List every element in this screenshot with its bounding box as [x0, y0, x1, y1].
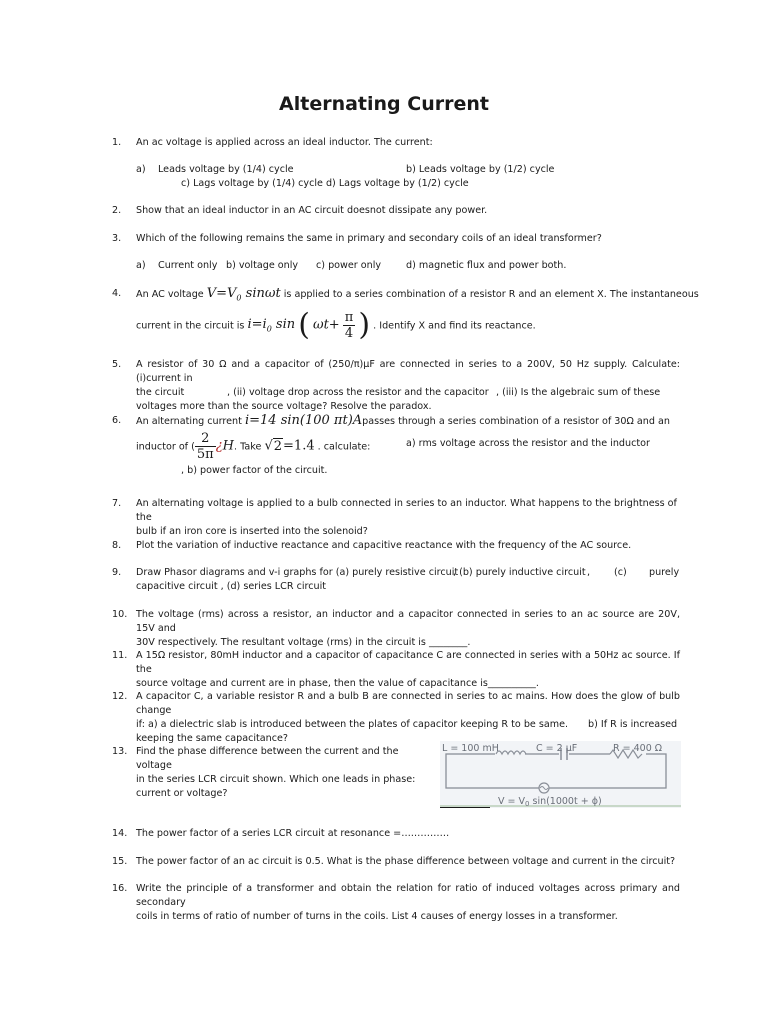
question-text: (c): [614, 567, 627, 578]
fraction-denominator: 5π: [196, 447, 214, 462]
equation-current: [245, 413, 362, 428]
label-source-sub: 0: [525, 800, 530, 808]
option-b: b) voltage only: [226, 260, 299, 271]
question-13: [112, 745, 432, 801]
question-number: 4.: [112, 288, 122, 299]
question-number: 7.: [112, 498, 122, 509]
eq-part: i=i: [247, 317, 267, 333]
question-text: coils in terms of ratio of number of turns in the coils. List 4 causes of energy losses in a transformer.: [136, 911, 618, 922]
question-line: [136, 414, 680, 429]
label-capacitor: C = 2 μF: [536, 743, 578, 754]
page-title: Alternating Current: [279, 93, 489, 115]
paren-left: (: [298, 307, 310, 343]
question-number: 13.: [112, 746, 128, 757]
options-row: [136, 177, 680, 191]
question-text: inductor of (: [136, 441, 195, 453]
question-number: 16.: [112, 883, 128, 894]
question-line: [136, 286, 699, 306]
question-1: [112, 136, 680, 191]
question-text: voltages more than the source voltage? Resolve the paradox.: [136, 401, 432, 412]
question-11: [112, 649, 680, 691]
question-4: [112, 286, 699, 343]
label-source-v: V = V: [498, 796, 525, 807]
question-number: 9.: [112, 567, 122, 578]
question-number: 12.: [112, 691, 128, 702]
question-16: [112, 882, 680, 924]
question-2: [112, 204, 680, 218]
question-number: 5.: [112, 359, 122, 370]
question-text: is applied to a series combination of a resistor R and an element X. The instantaneous: [283, 289, 699, 300]
question-text: A resistor of 30 Ω and a capacitor of (250/π)μF are connected in series to a 200V, 50 Hz supply. Calculate: (i)current in: [136, 359, 680, 384]
eq-subscript: 0: [236, 293, 242, 303]
question-text: The voltage (rms) across a resistor, an inductor and a capacitor connected in series to an ac source are 20V, 15V and: [136, 609, 680, 634]
question-number: 2.: [112, 205, 122, 216]
eq-unit: H: [222, 438, 235, 454]
option-label: a): [136, 260, 146, 271]
glitch-glyph: ¿: [215, 438, 223, 454]
question-number: 14.: [112, 828, 128, 839]
option-a: Current only: [158, 260, 218, 271]
question-number: 3.: [112, 233, 122, 244]
question-text: A capacitor C, a variable resistor R and a bulb B are connected in series to ac mains. How does the glow of bulb change: [136, 691, 680, 716]
question-number: 10.: [112, 609, 128, 620]
lcr-circuit-image: [440, 741, 681, 808]
fraction-denominator: 4: [344, 325, 354, 341]
question-15: [112, 855, 680, 869]
fraction-numerator: π: [344, 309, 354, 325]
question-6: [112, 414, 680, 478]
question-text: b) If R is increased: [588, 719, 678, 730]
question-text: current or voltage?: [136, 788, 228, 799]
question-text: An ac voltage is applied across an ideal inductor. The current:: [136, 137, 433, 148]
question-text: , (ii) voltage drop across the resistor and the capacitor: [227, 387, 489, 398]
question-3: [112, 232, 680, 273]
question-text: The power factor of an ac circuit is 0.5. What is the phase difference between voltage and current in the circuit?: [136, 856, 676, 867]
eq-part: i=14 sin: [244, 413, 300, 428]
question-text: 30V respectively. The resultant voltage (rms) in the circuit is ________.: [136, 637, 471, 648]
question-text: keeping the same capacitance?: [136, 733, 289, 744]
question-text: An alternating voltage is applied to a bulb connected in series to an inductor. What happens to the brightness of the: [136, 498, 677, 523]
question-text: , (iii) Is the algebraic sum of these: [496, 387, 661, 398]
question-9: [112, 566, 680, 594]
question-text: Write the principle of a transformer and obtain the relation for ratio of induced voltages across primary and secondary: [136, 883, 680, 908]
question-text: in the series LCR circuit shown. Which one leads in phase:: [136, 774, 416, 785]
question-text: source voltage and current are in phase, then the value of capacitance is__________.: [136, 678, 539, 689]
equation-current: [247, 317, 295, 332]
question-text: , b) power factor of the circuit.: [181, 465, 328, 476]
question-line: [136, 431, 680, 462]
question-text: . Identify X and find its reactance.: [373, 320, 536, 332]
question-text: An alternating current: [136, 416, 242, 427]
option-c: c) power only: [316, 260, 382, 271]
question-7: [112, 497, 680, 539]
equation-sqrt: √2=1.4: [264, 438, 315, 454]
eq-part: (100 πt): [299, 413, 353, 428]
question-text: , (b) purely inductive circuit: [453, 567, 586, 578]
option-cd: c) Lags voltage by (1/4) cycle d) Lags voltage by (1/2) cycle: [181, 178, 469, 189]
question-line: [136, 386, 680, 400]
question-8: [112, 539, 680, 553]
question-text: . calculate:: [317, 441, 371, 453]
question-text: Which of the following remains the same in primary and secondary coils of an ideal transformer?: [136, 233, 602, 244]
label-resistor: R = 400 Ω: [613, 743, 663, 754]
question-text: The power factor of a series LCR circuit at resonance =……………: [136, 828, 450, 839]
question-text: Draw Phasor diagrams and v-i graphs for (a) purely resistive circuit: [136, 567, 459, 578]
question-12: [112, 690, 680, 746]
option-label: a): [136, 164, 146, 175]
question-text: current in the circuit is: [136, 320, 245, 332]
option-a: Leads voltage by (1/4) cycle: [158, 164, 294, 175]
question-number: 8.: [112, 540, 122, 551]
question-line: [136, 566, 680, 580]
equation-voltage: [207, 286, 281, 301]
question-5: [112, 358, 680, 414]
sqrt-argument: 2: [273, 438, 283, 454]
options-row: [136, 163, 680, 177]
paren-right: ): [358, 307, 371, 343]
option-d: d) magnetic flux and power both.: [406, 260, 567, 271]
underline-rule: [440, 807, 490, 808]
fraction: [195, 431, 216, 462]
question-text: Show that an ideal inductor in an AC circuit doesnot dissipate any power.: [136, 205, 488, 216]
eq-part: V=V: [206, 286, 237, 301]
question-text: capacitive circuit , (d) series LCR circuit: [136, 581, 327, 592]
question-number: 6.: [112, 415, 122, 426]
question-14: [112, 827, 680, 841]
label-source-tail: sin(1000t + ϕ): [529, 796, 602, 807]
eq-part: sinωt: [241, 286, 281, 301]
label-source: [498, 796, 602, 808]
question-number: 15.: [112, 856, 128, 867]
question-text: passes through a series combination of a resistor of 30Ω and an: [362, 416, 670, 427]
eq-part: ωt+: [312, 317, 340, 333]
label-inductor: L = 100 mH: [442, 743, 499, 754]
question-text: . Take: [234, 441, 262, 453]
eq-unit: A: [352, 413, 363, 428]
question-text: bulb if an iron core is inserted into the solenoid?: [136, 526, 368, 537]
question-text: the circuit: [136, 387, 185, 398]
circuit-diagram: [440, 741, 681, 808]
question-text: A 15Ω resistor, 80mH inductor and a capacitor of capacitance C are connected in series with a 50Hz ac source. If the: [136, 650, 680, 675]
question-text: ,: [587, 567, 591, 578]
question-line: [136, 307, 680, 343]
question-line: [136, 718, 680, 732]
fraction-numerator: 2: [195, 431, 216, 447]
eq-part: sin: [271, 317, 296, 333]
fraction: [343, 310, 356, 341]
question-text: if: a) a dielectric slab is introduced between the plates of capacitor keeping R to be same.: [136, 719, 569, 730]
question-number: 11.: [112, 650, 128, 661]
question-text: Find the phase difference between the current and the voltage: [136, 746, 399, 771]
option-a: a) rms voltage across the resistor and the inductor: [406, 438, 650, 449]
question-text: Plot the variation of inductive reactance and capacitive reactance with the frequency of the AC source.: [136, 540, 632, 551]
options-row: [136, 259, 680, 273]
option-b: b) Leads voltage by (1/2) cycle: [406, 164, 555, 175]
question-number: 1.: [112, 137, 122, 148]
question-10: [112, 608, 680, 650]
question-text: purely: [649, 567, 680, 578]
eq-part: =1.4: [283, 438, 315, 454]
question-text: An AC voltage: [136, 289, 204, 300]
eq-subscript: 0: [266, 324, 272, 334]
